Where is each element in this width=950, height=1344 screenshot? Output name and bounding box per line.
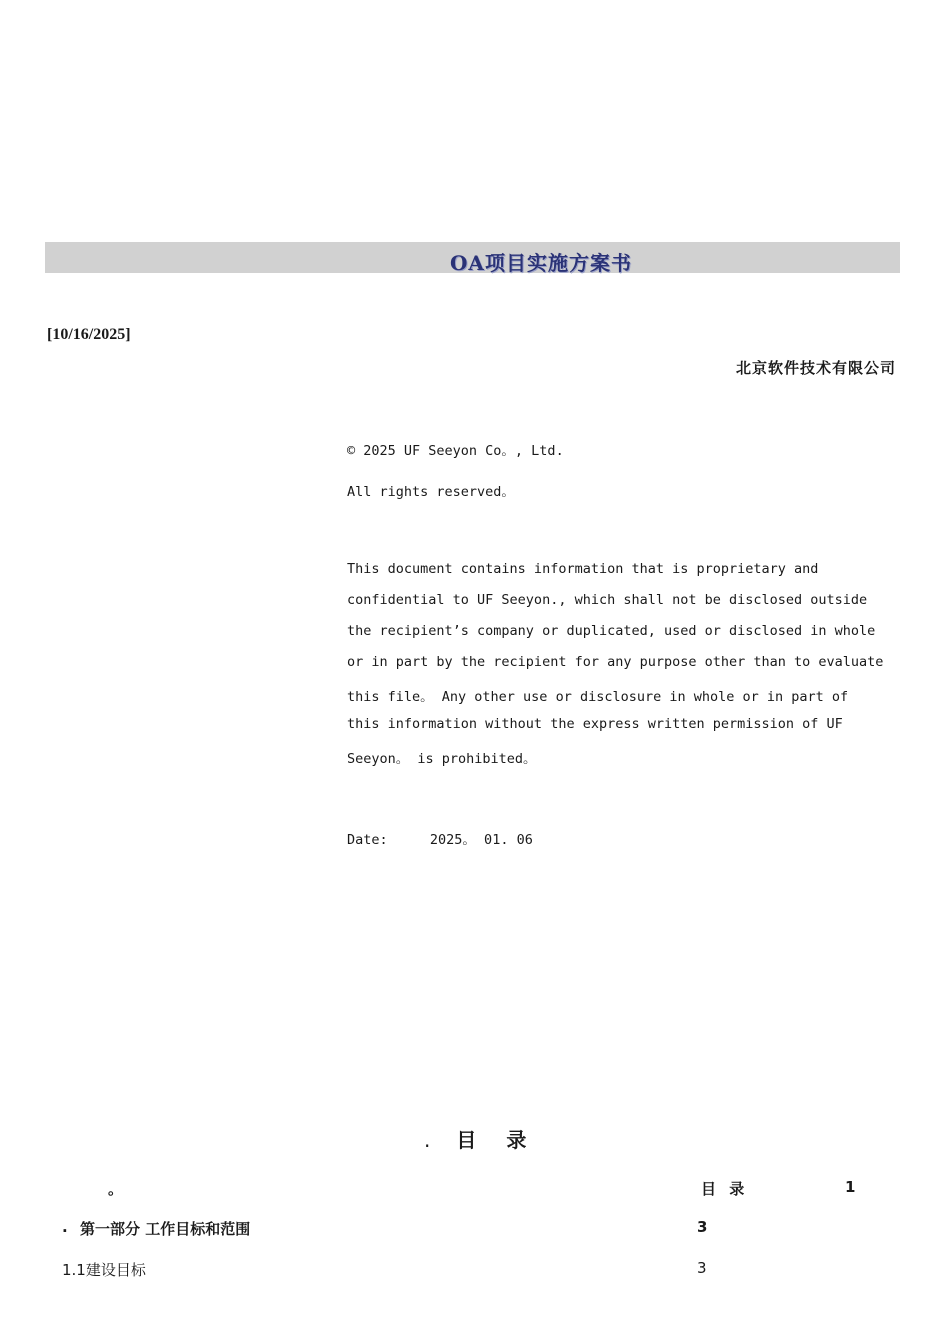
date-label: Date:: [347, 832, 388, 848]
toc-heading-char: 录: [506, 1128, 527, 1152]
notice-line: Seeyon。 is prohibited。: [347, 751, 537, 767]
toc-entry-label[interactable]: 第一部分 工作目标和范围: [80, 1220, 251, 1238]
notice-line: this file。 Any other use or disclosure in whole or in part of: [347, 689, 849, 705]
notice-line: or in part by the recipient for any purpose other than to evaluate: [347, 654, 884, 670]
date-line: [347, 828, 533, 848]
toc-entry-page[interactable]: 1: [845, 1178, 856, 1196]
date-value: 2025。 01. 06: [429, 832, 533, 848]
notice-line: This document contains information that is proprietary and: [347, 561, 819, 577]
rights-reserved-line: All rights reserved。: [347, 484, 515, 500]
toc-entry-prefix: .: [62, 1218, 68, 1236]
toc-entry-page[interactable]: 3: [697, 1218, 708, 1236]
toc-entry-label[interactable]: 1.1建设目标: [62, 1261, 146, 1279]
copyright-line: © 2025 UF Seeyon Co。, Ltd.: [347, 443, 564, 459]
toc-heading-char: 目: [456, 1128, 477, 1152]
toc-entry-label[interactable]: 目 录: [701, 1180, 745, 1198]
notice-line: this information without the express written permission of UF: [347, 716, 843, 732]
notice-line: confidential to UF Seeyon., which shall not be disclosed outside: [347, 592, 868, 608]
document-title: OA项目实施方案书: [450, 251, 632, 275]
toc-heading: [424, 1124, 526, 1153]
toc-heading-dot: .: [424, 1128, 431, 1152]
toc-entry-prefix: 。: [108, 1180, 124, 1198]
date-placeholder: [10/16/2025]: [47, 326, 131, 343]
company-name: 北京软件技术有限公司: [735, 359, 896, 377]
notice-line: the recipient’s company or duplicated, used or disclosed in whole: [347, 623, 876, 639]
toc-entry-page[interactable]: 3: [697, 1259, 707, 1277]
